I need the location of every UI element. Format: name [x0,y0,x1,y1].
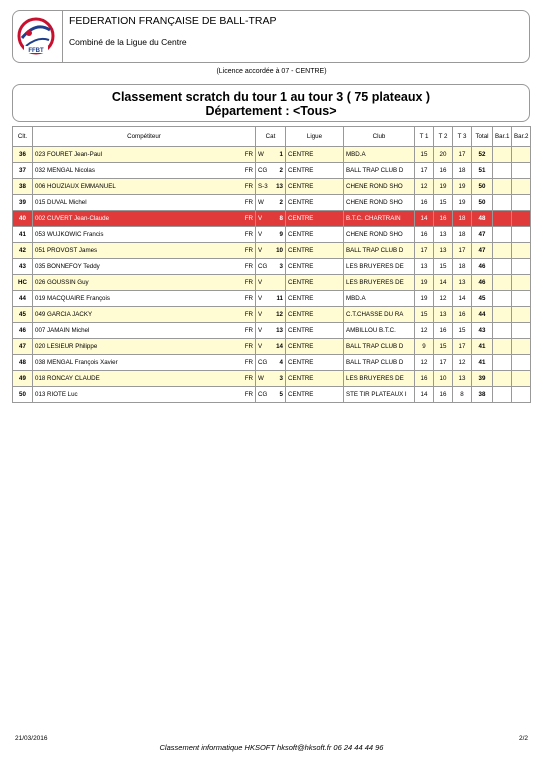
cell-t3: 16 [453,307,472,323]
category-cell [256,227,286,243]
competitor-name: 049 GARCIA JACKY [35,311,93,318]
cell-t3: 17 [453,243,472,259]
cell-bar2 [512,147,531,163]
nationality: FR [244,391,253,398]
cell-t1: 17 [415,243,434,259]
cell-rank: 36 [13,147,33,163]
cell-bar2 [512,307,531,323]
category-cell [256,163,286,179]
cell-bar1 [493,387,512,403]
cell-ligue: CENTRE [286,243,344,259]
cell-bar1 [493,291,512,307]
category-rank: 13 [276,183,283,190]
cell-t1: 14 [415,387,434,403]
category-cell [256,323,286,339]
cell-rank: 38 [13,179,33,195]
cell-total: 50 [472,179,493,195]
cell-total: 43 [472,323,493,339]
category-cell [256,179,286,195]
cell-club: BALL TRAP CLUB D [344,339,415,355]
nationality: FR [244,263,253,270]
cell-bar1 [493,227,512,243]
cell-total: 52 [472,147,493,163]
competitor-name: 038 MENGAL François Xavier [35,359,118,366]
cell-rank: 48 [13,355,33,371]
cell-t2: 13 [434,227,453,243]
competitor-name: 007 JAMAIN Michel [35,327,90,334]
cell-t1: 17 [415,163,434,179]
cell-bar1 [493,243,512,259]
nationality: FR [244,279,253,286]
cell-ligue: CENTRE [286,211,344,227]
cell-bar2 [512,163,531,179]
cell-total: 45 [472,291,493,307]
cell-club: MBD.A [344,147,415,163]
cell-bar1 [493,371,512,387]
category-cell [256,355,286,371]
table-row [13,147,531,163]
nationality: FR [244,327,253,334]
cell-bar2 [512,387,531,403]
cell-ligue: CENTRE [286,259,344,275]
category-cell [256,339,286,355]
cell-t3: 18 [453,259,472,275]
competitor-cell [33,339,256,355]
cell-total: 47 [472,227,493,243]
cell-bar2 [512,211,531,227]
table-row [13,323,531,339]
category: V [258,311,263,318]
competitor-name: 020 LESIEUR Philippe [35,343,98,350]
nationality: FR [244,295,253,302]
category-rank: 4 [279,359,283,366]
cell-t1: 12 [415,179,434,195]
cell-rank: 47 [13,339,33,355]
cell-rank: 41 [13,227,33,243]
cell-t3: 12 [453,355,472,371]
column-header: Bar.2 [512,127,531,147]
cell-t2: 13 [434,307,453,323]
cell-club: BALL TRAP CLUB D [344,243,415,259]
cell-total: 51 [472,163,493,179]
column-header: Total [472,127,493,147]
category-rank: 3 [279,375,283,382]
cell-t1: 15 [415,307,434,323]
cell-ligue: CENTRE [286,275,344,291]
category-cell [256,211,286,227]
cell-t2: 15 [434,339,453,355]
header-divider [62,10,63,63]
category: V [258,231,263,238]
competitor-cell [33,179,256,195]
category-cell [256,307,286,323]
cell-bar1 [493,307,512,323]
cell-ligue: CENTRE [286,195,344,211]
cell-t2: 20 [434,147,453,163]
category: V [258,279,263,286]
table-row [13,275,531,291]
federation-name: FEDERATION FRANÇAISE DE BALL-TRAP [69,15,277,27]
nationality: FR [244,167,253,174]
category-rank: 3 [279,263,283,270]
cell-club: C.T.CHASSE DU RA [344,307,415,323]
competitor-cell [33,147,256,163]
cell-t1: 16 [415,195,434,211]
table-body [13,147,531,403]
cell-club: CHENE ROND SHO [344,179,415,195]
table-row [13,387,531,403]
category: W [258,151,264,158]
column-header: Compétiteur [33,127,256,147]
column-header: T 2 [434,127,453,147]
category-cell [256,387,286,403]
cell-ligue: CENTRE [286,355,344,371]
table-row [13,227,531,243]
nationality: FR [244,231,253,238]
cell-bar2 [512,323,531,339]
nationality: FR [244,343,253,350]
competitor-name: 032 MENGAL Nicolas [35,167,95,174]
category-cell [256,147,286,163]
competitor-name: 053 WUJKOWIC Francis [35,231,104,238]
category-cell [256,275,286,291]
cell-bar2 [512,195,531,211]
cell-club: STE TIR PLATEAUX I [344,387,415,403]
cell-t3: 13 [453,371,472,387]
league-name: Combiné de la Ligue du Centre [69,37,187,47]
cell-t2: 12 [434,291,453,307]
cell-t1: 15 [415,147,434,163]
category: CG [258,167,268,174]
cell-rank: 46 [13,323,33,339]
competitor-cell [33,227,256,243]
competitor-cell [33,195,256,211]
cell-t1: 13 [415,259,434,275]
cell-t3: 18 [453,227,472,243]
cell-t2: 14 [434,275,453,291]
cell-ligue: CENTRE [286,371,344,387]
competitor-cell [33,163,256,179]
cell-club: MBD.A [344,291,415,307]
category-rank: 2 [279,167,283,174]
competitor-cell [33,243,256,259]
competitor-cell [33,387,256,403]
cell-t2: 15 [434,195,453,211]
competitor-name: 026 GOUSSIN Guy [35,279,89,286]
cell-rank: 43 [13,259,33,275]
cell-t1: 12 [415,355,434,371]
table-row [13,211,531,227]
cell-ligue: CENTRE [286,179,344,195]
cell-rank: 42 [13,243,33,259]
page-number: 2/2 [518,735,528,742]
cell-t1: 14 [415,211,434,227]
table-header-row [13,127,531,147]
cell-rank: 45 [13,307,33,323]
nationality: FR [244,199,253,206]
cell-ligue: CENTRE [286,163,344,179]
cell-club: B.T.C. CHARTRAIN [344,211,415,227]
cell-club: LES BRUYERES DE [344,259,415,275]
competitor-name: 006 HOUZIAUX EMMANUEL [35,183,116,190]
category-rank: 12 [276,311,283,318]
nationality: FR [244,359,253,366]
category-rank: 11 [276,295,283,302]
category-rank: 10 [276,247,283,254]
cell-bar2 [512,355,531,371]
cell-t1: 9 [415,339,434,355]
cell-t2: 19 [434,179,453,195]
category-rank: 14 [276,343,283,350]
print-date: 21/03/2016 [15,735,48,742]
cell-t3: 17 [453,339,472,355]
competitor-cell [33,259,256,275]
cell-t2: 16 [434,211,453,227]
cell-t3: 19 [453,179,472,195]
cell-t1: 12 [415,323,434,339]
category: W [258,199,264,206]
cell-total: 46 [472,259,493,275]
cell-total: 41 [472,355,493,371]
category-cell [256,371,286,387]
cell-ligue: CENTRE [286,307,344,323]
cell-bar2 [512,259,531,275]
competitor-cell [33,323,256,339]
cell-club: LES BRUYERES DE [344,371,415,387]
category-rank: 2 [279,199,283,206]
cell-bar1 [493,275,512,291]
category-cell [256,195,286,211]
table-row [13,243,531,259]
cell-t3: 13 [453,275,472,291]
competitor-name: 023 FOURET Jean-Paul [35,151,102,158]
table-row [13,291,531,307]
cell-t2: 16 [434,323,453,339]
table-row [13,163,531,179]
page-title: Classement scratch du tour 1 au tour 3 ( 75 plateaux ) [111,90,431,104]
competitor-name: 019 MACQUAIRE François [35,295,110,302]
nationality: FR [244,151,253,158]
cell-rank: 40 [13,211,33,227]
cell-bar2 [512,371,531,387]
ffbt-logo [16,16,56,56]
cell-ligue: CENTRE [286,227,344,243]
competitor-name: 013 RIOTE Luc [35,391,78,398]
cell-total: 48 [472,211,493,227]
table-row [13,307,531,323]
table-row [13,259,531,275]
cell-bar2 [512,275,531,291]
department-subtitle: Département : <Tous> [205,104,337,118]
category-cell [256,259,286,275]
cell-bar2 [512,227,531,243]
table-row [13,195,531,211]
logo-text: FFBT [28,48,44,54]
cell-bar2 [512,291,531,307]
cell-ligue: CENTRE [286,339,344,355]
cell-bar2 [512,179,531,195]
cell-t3: 18 [453,211,472,227]
cell-bar2 [512,339,531,355]
results-table [12,126,531,403]
nationality: FR [244,247,253,254]
cell-total: 38 [472,387,493,403]
category-cell [256,243,286,259]
cell-total: 50 [472,195,493,211]
cell-ligue: CENTRE [286,323,344,339]
cell-total: 41 [472,339,493,355]
competitor-cell [33,371,256,387]
competitor-name: 018 RONCAY CLAUDE [35,375,100,382]
cell-bar1 [493,259,512,275]
nationality: FR [244,215,253,222]
column-header: Club [344,127,415,147]
table-row [13,179,531,195]
cell-bar1 [493,355,512,371]
cell-t2: 16 [434,387,453,403]
category: V [258,295,263,302]
competitor-cell [33,355,256,371]
category-rank: 1 [279,151,283,158]
table-row [13,355,531,371]
cell-bar1 [493,163,512,179]
competitor-cell [33,307,256,323]
cell-club: CHENE ROND SHO [344,227,415,243]
cell-t2: 15 [434,259,453,275]
category: V [258,327,263,334]
cell-t3: 17 [453,147,472,163]
cell-t1: 19 [415,291,434,307]
column-header: Clt. [13,127,33,147]
competitor-name: 015 DUVAL Michel [35,199,87,206]
category-rank: 13 [276,327,283,334]
cell-total: 47 [472,243,493,259]
cell-bar1 [493,339,512,355]
licence-note: (Licence accordée à 07 - CENTRE) [216,68,327,75]
cell-bar2 [512,243,531,259]
nationality: FR [244,375,253,382]
category-rank: 5 [279,391,283,398]
cell-t3: 15 [453,323,472,339]
cell-rank: HC [13,275,33,291]
category: W [258,375,264,382]
cell-club: AMBILLOU B.T.C. [344,323,415,339]
column-header: T 1 [415,127,434,147]
category: CG [258,391,268,398]
cell-bar1 [493,323,512,339]
cell-club: BALL TRAP CLUB D [344,163,415,179]
cell-club: LES BRUYERES DE [344,275,415,291]
competitor-name: 035 BONNEFOY Teddy [35,263,100,270]
cell-rank: 37 [13,163,33,179]
cell-t1: 19 [415,275,434,291]
column-header: Ligue [286,127,344,147]
competitor-name: 002 CUVERT Jean-Claude [35,215,110,222]
cell-t2: 10 [434,371,453,387]
column-header: T 3 [453,127,472,147]
table-row [13,371,531,387]
nationality: FR [244,183,253,190]
competitor-cell [33,211,256,227]
cell-t2: 13 [434,243,453,259]
cell-rank: 49 [13,371,33,387]
cell-total: 39 [472,371,493,387]
category-rank: 8 [279,215,283,222]
category: CG [258,263,268,270]
title-box [12,84,530,122]
competitor-cell [33,291,256,307]
competitor-cell [33,275,256,291]
cell-ligue: CENTRE [286,291,344,307]
cell-club: CHENE ROND SHO [344,195,415,211]
cell-t2: 17 [434,355,453,371]
cell-total: 46 [472,275,493,291]
cell-t3: 8 [453,387,472,403]
category: S-3 [258,183,268,190]
category-rank: 9 [279,231,283,238]
cell-bar1 [493,195,512,211]
cell-t2: 16 [434,163,453,179]
cell-t3: 19 [453,195,472,211]
category: V [258,343,263,350]
column-header: Bar.1 [493,127,512,147]
cell-club: BALL TRAP CLUB D [344,355,415,371]
cell-t1: 16 [415,371,434,387]
cell-bar1 [493,147,512,163]
cell-bar1 [493,211,512,227]
cell-t3: 18 [453,163,472,179]
table-row [13,339,531,355]
cell-rank: 50 [13,387,33,403]
competitor-name: 051 PROVOST James [35,247,98,254]
category-cell [256,291,286,307]
category: CG [258,359,268,366]
category: V [258,215,263,222]
cell-total: 44 [472,307,493,323]
category: V [258,247,263,254]
cell-ligue: CENTRE [286,387,344,403]
cell-bar1 [493,179,512,195]
cell-rank: 39 [13,195,33,211]
cell-ligue: CENTRE [286,147,344,163]
cell-t1: 16 [415,227,434,243]
cell-rank: 44 [13,291,33,307]
cell-t3: 14 [453,291,472,307]
software-credit: Classement informatique HKSOFT hksoft@hksoft.fr 06 24 44 44 96 [159,743,384,752]
column-header: Cat [256,127,286,147]
nationality: FR [244,311,253,318]
